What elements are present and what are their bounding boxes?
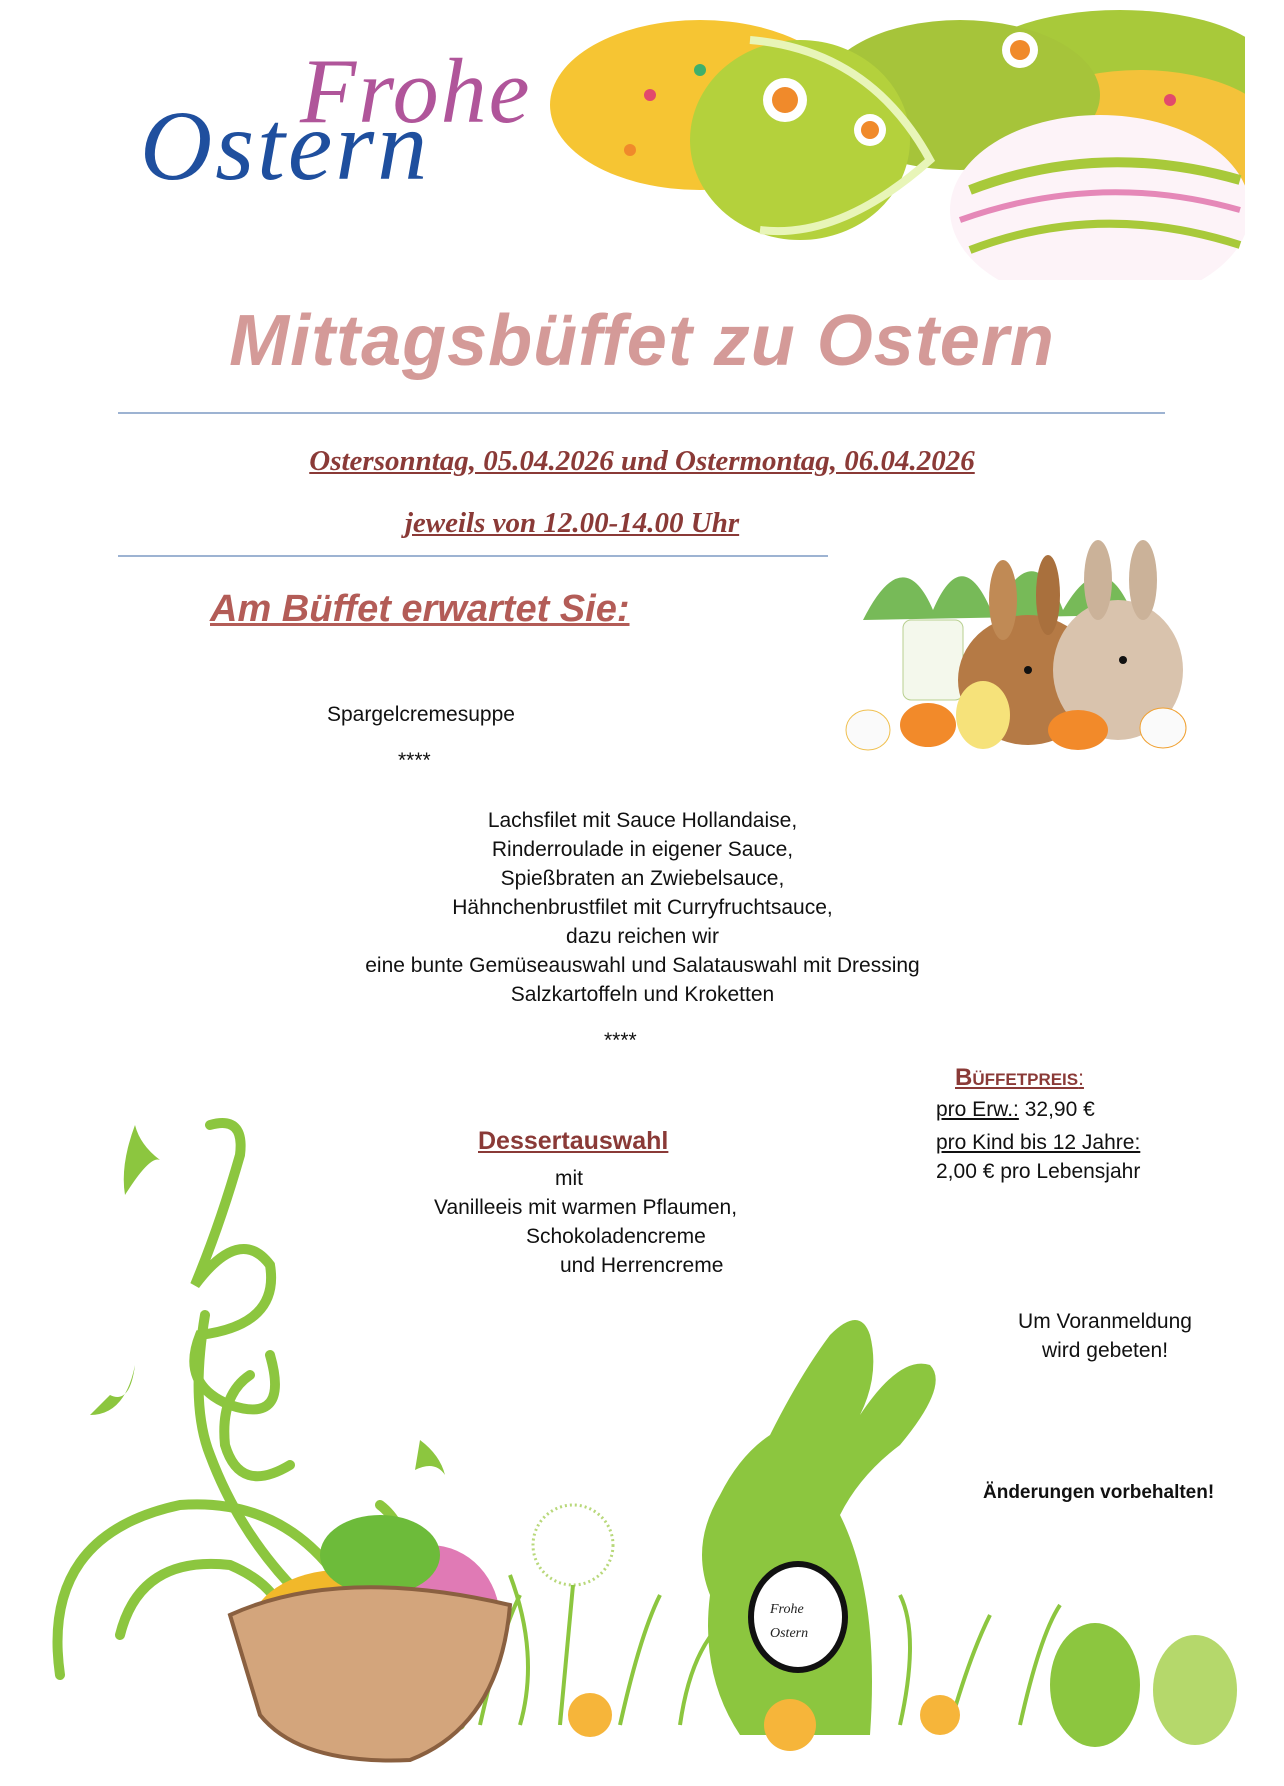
menu-main-item: Hähnchenbrustfilet mit Curryfruchtsauce, (452, 896, 833, 919)
dessert-line: mit (555, 1167, 583, 1190)
menu-main-item: Salzkartoffeln und Kroketten (510, 983, 775, 1006)
bunnies-photo (843, 530, 1193, 755)
menu-main-item: eine bunte Gemüseauswahl und Salatauswahl mit Dressing (365, 954, 920, 977)
menu-main-item: Lachsfilet mit Sauce Hollandaise, (487, 809, 798, 832)
event-dates: Ostersonntag, 05.04.2026 und Ostermontag, 06.04.2026 (309, 445, 975, 477)
price-adult-label: pro Erw.: (936, 1098, 1019, 1121)
easter-meadow-illustration (0, 1075, 1284, 1781)
divider-top (118, 412, 1165, 414)
registration-line: wird gebeten! (1041, 1339, 1169, 1362)
menu-main-item: dazu reichen wir (566, 925, 719, 948)
menu-main-item: Rinderroulade in eigener Sauce, (491, 838, 794, 861)
price-heading: Büffetpreis (955, 1064, 1079, 1091)
registration-line: Um Voranmeldung (1018, 1310, 1192, 1333)
dessert-heading-text: Dessertauswahl (478, 1127, 669, 1155)
event-times: jeweils von 12.00-14.00 Uhr (404, 507, 740, 539)
disclaimer: Änderungen vorbehalten! (983, 1482, 1215, 1503)
dessert-line: und Herrencreme (560, 1254, 724, 1277)
easter-eggs-icon (540, 10, 1245, 280)
section-heading: Am Büffet erwartet Sie: (210, 588, 630, 630)
easter-eggs-banner-image (540, 10, 1245, 280)
price-adult-value: 32,90 € (1024, 1098, 1095, 1121)
menu-separator-2: **** (604, 1029, 637, 1052)
menu-mains (300, 806, 985, 1009)
page-title: Mittagsbüffet zu Ostern (229, 301, 1055, 381)
price-heading-colon: : (1078, 1067, 1084, 1090)
menu-separator-1: **** (398, 749, 431, 772)
price-child-value: 2,00 € pro Lebensjahr (936, 1160, 1141, 1183)
badge-frohe: Frohe (770, 1602, 804, 1617)
bunnies-icon (843, 530, 1193, 755)
badge-ostern: Ostern (770, 1626, 809, 1641)
dessert-line: Schokoladencreme (526, 1225, 706, 1248)
price-child-label: pro Kind bis 12 Jahre: (936, 1131, 1141, 1154)
easter-meadow-icon (0, 1075, 1284, 1781)
menu-starter: Spargelcremesuppe (327, 703, 515, 726)
banner-frohe-text: Frohe (300, 40, 532, 142)
dessert-line: Vanilleeis mit warmen Pflaumen, (434, 1196, 738, 1219)
menu-main-item: Spießbraten an Zwiebelsauce, (500, 867, 785, 890)
divider-mid (118, 555, 828, 557)
banner-ostern-text: Ostern (140, 90, 431, 201)
